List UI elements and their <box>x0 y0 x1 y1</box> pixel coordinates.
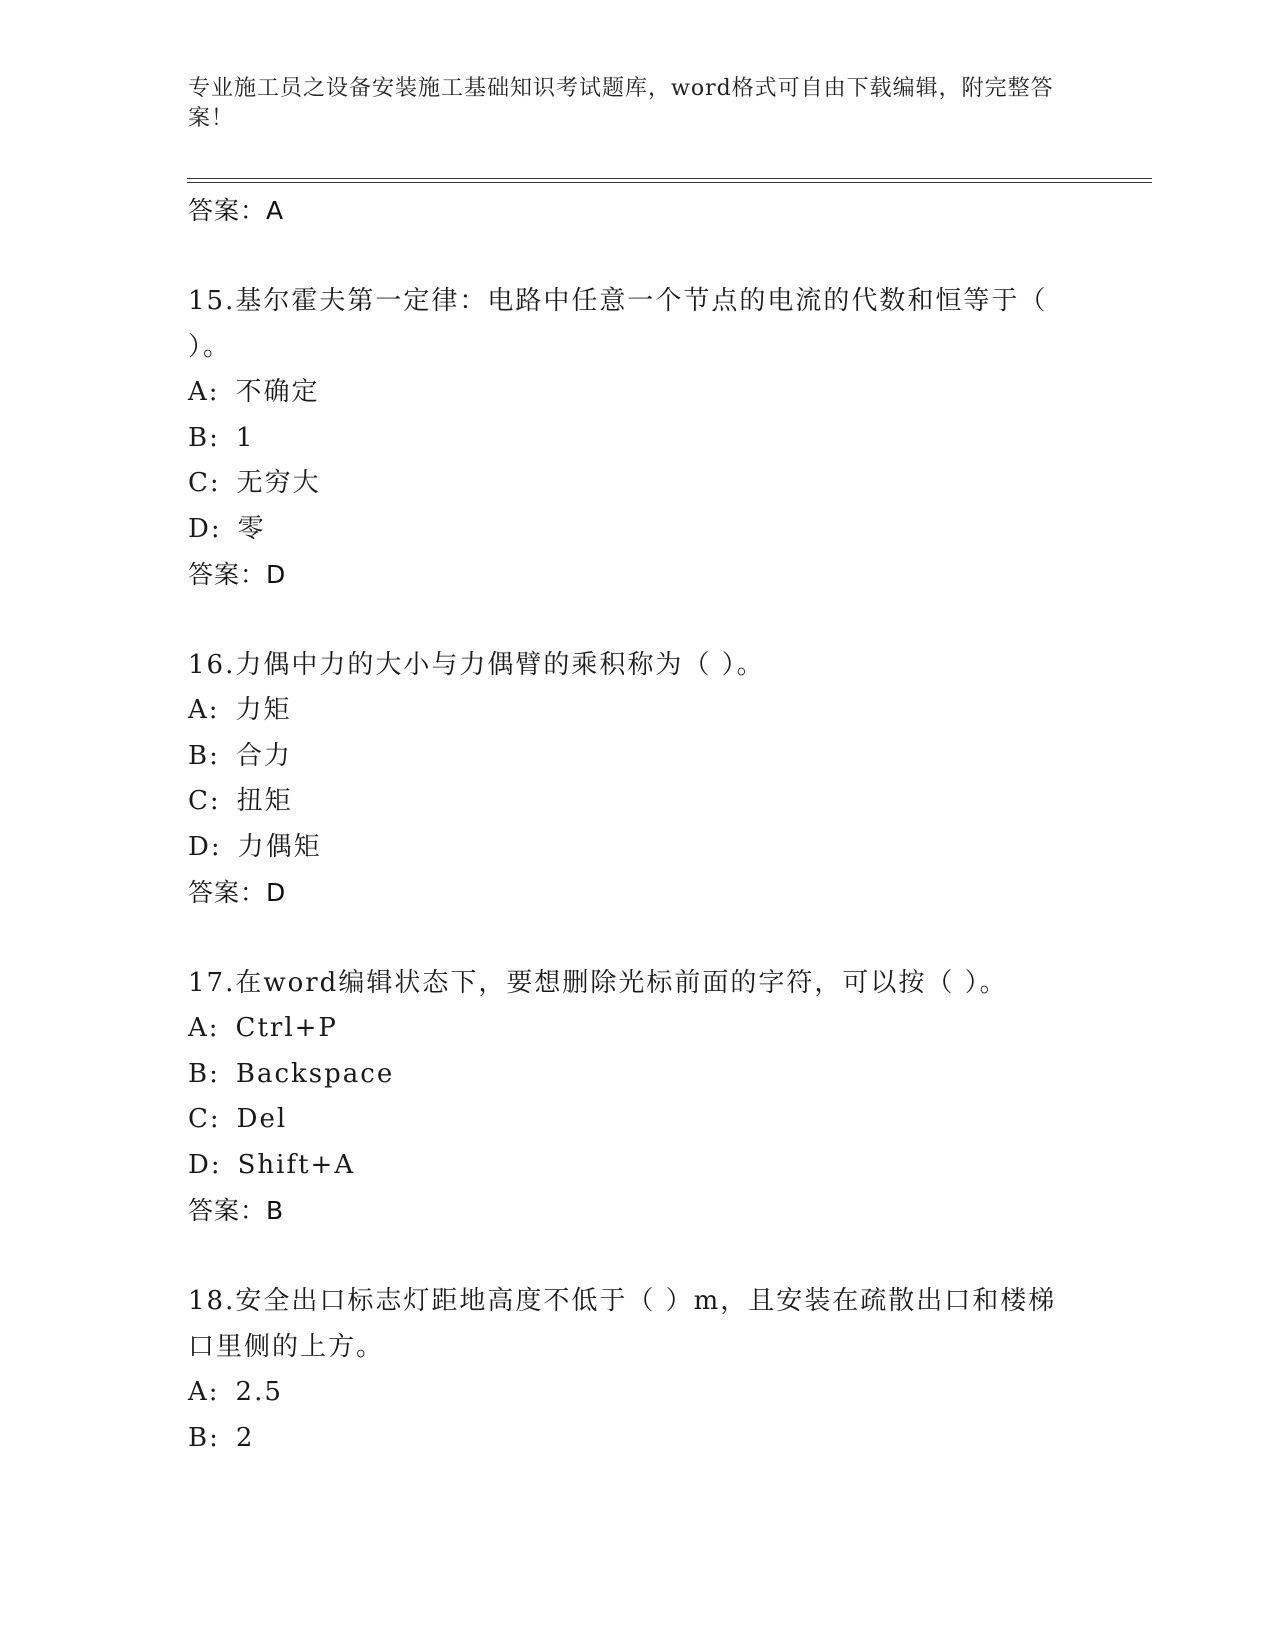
option-c <box>188 1097 1088 1143</box>
question-text: 17.在word编辑状态下，要想删除光标前面的字符，可以按（ ）。 <box>188 968 1008 998</box>
option-a <box>188 1006 1088 1052</box>
header-divider-top <box>187 178 1152 179</box>
option-text: 无穷大 <box>236 468 321 498</box>
option-d <box>188 1143 1088 1189</box>
option-a <box>188 1370 1088 1416</box>
question-text: 16.力偶中力的大小与力偶臂的乘积称为（ ）。 <box>188 650 765 680</box>
answer-line: 答案：A <box>188 196 285 225</box>
answer-line: 答案：D <box>188 560 287 589</box>
option-key: B: <box>188 740 220 771</box>
option-key: D: <box>188 1149 222 1180</box>
option-key: B: <box>188 422 220 453</box>
option-text: Backspace <box>235 1058 395 1089</box>
question-text: 15.基尔霍夫第一定律：电路中任意一个节点的电流的代数和恒等于（ ）。 <box>188 286 1048 362</box>
question-15 <box>188 278 1088 598</box>
option-text: 力矩 <box>235 695 292 725</box>
option-d <box>188 507 1088 553</box>
option-text: 1 <box>235 422 255 453</box>
question-17 <box>188 960 1088 1234</box>
question-18 <box>188 1278 1088 1461</box>
option-text: Del <box>236 1104 288 1134</box>
option-text: 2 <box>235 1422 255 1453</box>
option-key: B: <box>188 1422 220 1453</box>
option-b <box>188 1052 1088 1098</box>
option-key: B: <box>188 1058 220 1089</box>
question-16 <box>188 642 1088 916</box>
page-header-title: 专业施工员之设备安装施工基础知识考试题库，word格式可自由下载编辑，附完整答案！ <box>188 76 1054 131</box>
answer-line: 答案：B <box>188 1196 285 1225</box>
option-key: D: <box>188 831 222 862</box>
option-text: 力偶矩 <box>237 831 322 862</box>
option-c <box>188 779 1088 825</box>
option-b <box>188 1416 1088 1462</box>
option-key: A: <box>188 695 220 725</box>
option-key: A: <box>188 1013 220 1043</box>
option-text: 不确定 <box>235 377 320 407</box>
option-key: A: <box>188 1377 220 1407</box>
question-text: 18.安全出口标志灯距地高度不低于（ ）m，且安装在疏散出口和楼梯口里侧的上方。 <box>188 1286 1057 1362</box>
option-key: D: <box>188 513 222 544</box>
option-d <box>188 825 1088 871</box>
option-text: Shift+A <box>237 1149 356 1180</box>
option-a <box>188 688 1088 734</box>
option-key: C: <box>188 1104 221 1134</box>
option-b <box>188 734 1088 780</box>
option-text: 扭矩 <box>236 786 293 816</box>
option-key: C: <box>188 468 221 498</box>
option-text: 2.5 <box>235 1377 283 1407</box>
option-c <box>188 461 1088 507</box>
question-list <box>188 188 1088 1461</box>
header-divider-bottom <box>187 182 1152 183</box>
option-key: A: <box>188 377 220 407</box>
option-a <box>188 370 1088 416</box>
option-b <box>188 416 1088 462</box>
option-text: 零 <box>237 513 266 544</box>
option-text: Ctrl+P <box>235 1013 338 1043</box>
option-text: 合力 <box>235 740 292 771</box>
option-key: C: <box>188 786 221 816</box>
answer-line: 答案：D <box>188 878 287 907</box>
